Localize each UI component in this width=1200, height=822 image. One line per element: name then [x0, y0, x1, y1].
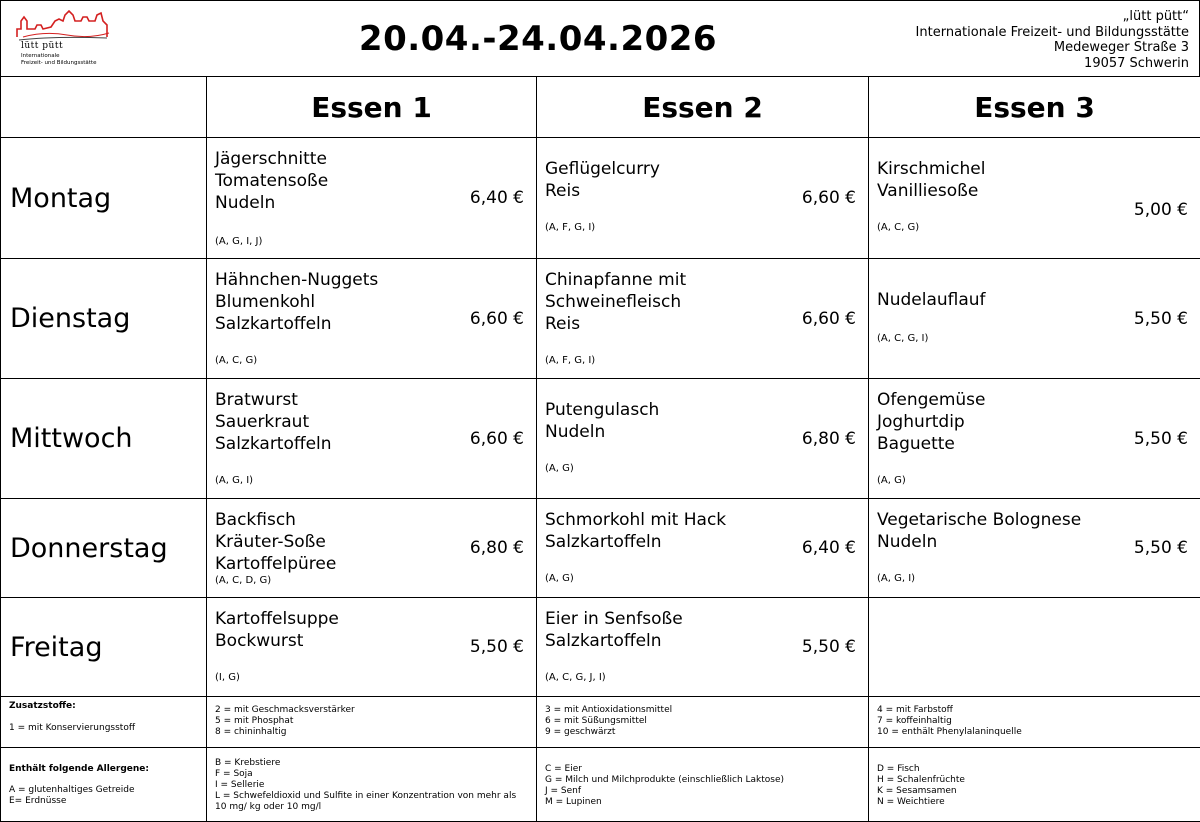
meal-cell [207, 598, 537, 697]
meal-cell [537, 259, 869, 379]
allergens-title: Enthält folgende Allergene: [9, 764, 206, 775]
meal-allergens: (A, G, I) [215, 475, 253, 486]
day-label: Donnerstag [1, 499, 207, 598]
menu-table [0, 76, 1200, 822]
meal-line: Kartoffelsuppe [215, 608, 339, 630]
allergen-item: L = Schwefeldioxid und Sulfite in einer Konzentration von mehr als [215, 791, 536, 802]
logo-subtitle-1: Internationale [21, 53, 60, 59]
meal-line: Sauerkraut [215, 411, 332, 433]
meal-price: 6,80 € [802, 429, 856, 449]
meal-name [215, 269, 378, 335]
meal-line: Nudelauflauf [877, 289, 986, 311]
meal-line: Schmorkohl mit Hack [545, 509, 726, 531]
meal-line: Jägerschnitte [215, 148, 328, 170]
meal-line: Salzkartoffeln [215, 313, 378, 335]
meal-price: 6,60 € [802, 309, 856, 329]
meal-cell [207, 379, 537, 499]
meal-cell [537, 138, 869, 259]
day-row [1, 379, 1200, 499]
meal-line: Tomatensoße [215, 170, 328, 192]
allergens-col [207, 748, 537, 822]
meal-cell [207, 259, 537, 379]
allergen-item: D = Fisch [877, 764, 1200, 775]
additive-item: 9 = geschwärzt [545, 727, 868, 738]
date-range: 20.04.-24.04.2026 [1, 19, 1075, 59]
allergen-item: A = glutenhaltiges Getreide [9, 785, 206, 796]
meal-line: Salzkartoffeln [545, 630, 683, 652]
meal-name [877, 389, 986, 455]
meal-cell [869, 598, 1200, 697]
meal-allergens: (A, C, G) [215, 355, 257, 366]
additives-col [869, 697, 1200, 748]
corner-cell [1, 77, 207, 138]
additive-item: 10 = enthält Phenylalaninquelle [877, 727, 1200, 738]
additive-item: 4 = mit Farbstoff [877, 705, 1200, 716]
meal-line: Baguette [877, 433, 986, 455]
additive-item: 6 = mit Süßungsmittel [545, 716, 868, 727]
allergen-item: 10 mg/ kg oder 10 mg/l [215, 802, 536, 813]
additive-item: 1 = mit Konservierungsstoff [9, 723, 206, 734]
meal-price: 6,60 € [470, 309, 524, 329]
meal-cell [537, 598, 869, 697]
meal-cell [869, 138, 1200, 259]
meal-allergens: (A, G, I) [877, 573, 915, 584]
meal-price: 5,50 € [802, 637, 856, 657]
column-header: Essen 3 [869, 77, 1200, 138]
meal-price: 6,60 € [470, 429, 524, 449]
meal-allergens: (A, C, G, I) [877, 333, 928, 344]
meal-name [545, 269, 686, 335]
meal-name [877, 289, 986, 311]
day-label: Freitag [1, 598, 207, 697]
meal-cell [869, 499, 1200, 598]
meal-allergens: (A, C, G, J, I) [545, 672, 606, 683]
meal-line: Ofengemüse [877, 389, 986, 411]
allergen-item: C = Eier [545, 764, 868, 775]
additive-item: 3 = mit Antioxidationsmittel [545, 705, 868, 716]
meal-line: Salzkartoffeln [215, 433, 332, 455]
meal-price: 5,50 € [1134, 309, 1188, 329]
allergens-col [869, 748, 1200, 822]
allergens-row [1, 748, 1200, 822]
meal-cell [207, 499, 537, 598]
meal-line: Vanilliesoße [877, 180, 985, 202]
additives-col [1, 697, 207, 748]
meal-name [545, 608, 683, 652]
logo-subtitle-2: Freizeit- und Bildungsstätte [21, 60, 96, 66]
allergen-item: G = Milch und Milchprodukte (einschließlich Laktose) [545, 775, 868, 786]
meal-line: Geflügelcurry [545, 158, 660, 180]
meal-cell [869, 379, 1200, 499]
meal-line: Hähnchen-Nuggets [215, 269, 378, 291]
allergen-item: F = Soja [215, 769, 536, 780]
allergens-col [1, 748, 207, 822]
meal-line: Kräuter-Soße [215, 531, 336, 553]
meal-line: Kartoffelpüree [215, 553, 336, 575]
meal-cell [207, 138, 537, 259]
meal-name [215, 389, 332, 455]
meal-name [215, 608, 339, 652]
additive-item: 5 = mit Phosphat [215, 716, 536, 727]
meal-allergens: (I, G) [215, 672, 240, 683]
column-header: Essen 2 [537, 77, 869, 138]
meal-cell [869, 259, 1200, 379]
address-line: „lütt pütt“ [916, 9, 1189, 25]
day-row [1, 499, 1200, 598]
meal-line: Chinapfanne mit [545, 269, 686, 291]
address-line: Medeweger Straße 3 [916, 40, 1189, 56]
meal-price: 5,50 € [1134, 538, 1188, 558]
meal-allergens: (A, F, G, I) [545, 355, 595, 366]
allergen-item: B = Krebstiere [215, 758, 536, 769]
allergen-item: J = Senf [545, 786, 868, 797]
meal-line: Joghurtdip [877, 411, 986, 433]
additives-col [207, 697, 537, 748]
meal-line: Schweinefleisch [545, 291, 686, 313]
meal-price: 6,40 € [470, 188, 524, 208]
meal-allergens: (A, G) [545, 463, 574, 474]
address [916, 9, 1189, 71]
meal-line: Reis [545, 180, 660, 202]
meal-line: Nudeln [545, 421, 659, 443]
meal-allergens: (A, C, G) [877, 222, 919, 233]
allergen-item: M = Lupinen [545, 797, 868, 808]
column-header: Essen 1 [207, 77, 537, 138]
allergen-item: N = Weichtiere [877, 797, 1200, 808]
meal-line: Kirschmichel [877, 158, 985, 180]
address-line: Internationale Freizeit- und Bildungsstätte [916, 25, 1189, 41]
meal-allergens: (A, G, I, J) [215, 236, 262, 247]
address-line: 19057 Schwerin [916, 56, 1189, 72]
meal-line: Bockwurst [215, 630, 339, 652]
allergen-item: H = Schalenfrüchte [877, 775, 1200, 786]
column-header-row [1, 77, 1200, 138]
logo-name: lütt pütt [21, 41, 63, 51]
header [0, 0, 1200, 76]
meal-allergens: (A, C, D, G) [215, 575, 271, 586]
meal-price: 5,50 € [1134, 429, 1188, 449]
meal-line: Salzkartoffeln [545, 531, 726, 553]
day-rows [1, 138, 1200, 697]
meal-allergens: (A, G) [877, 475, 906, 486]
day-row [1, 259, 1200, 379]
meal-line: Blumenkohl [215, 291, 378, 313]
day-label: Mittwoch [1, 379, 207, 499]
meal-cell [537, 379, 869, 499]
allergen-item: K = Sesamsamen [877, 786, 1200, 797]
allergens-col [537, 748, 869, 822]
allergen-item: I = Sellerie [215, 780, 536, 791]
additive-item: 2 = mit Geschmacksverstärker [215, 705, 536, 716]
meal-line: Eier in Senfsoße [545, 608, 683, 630]
meal-name [877, 509, 1081, 553]
additives-row [1, 697, 1200, 748]
meal-line: Vegetarische Bolognese [877, 509, 1081, 531]
meal-price: 6,80 € [470, 538, 524, 558]
meal-name [545, 158, 660, 202]
meal-allergens: (A, F, G, I) [545, 222, 595, 233]
meal-name [215, 148, 328, 214]
allergen-item: E= Erdnüsse [9, 796, 206, 807]
meal-name [545, 509, 726, 553]
meal-line: Putengulasch [545, 399, 659, 421]
meal-allergens: (A, G) [545, 573, 574, 584]
meal-line: Bratwurst [215, 389, 332, 411]
meal-line: Nudeln [215, 192, 328, 214]
day-row [1, 138, 1200, 259]
day-label: Montag [1, 138, 207, 259]
additive-item: 8 = chininhaltig [215, 727, 536, 738]
meal-line: Backfisch [215, 509, 336, 531]
meal-cell [537, 499, 869, 598]
meal-line: Nudeln [877, 531, 1081, 553]
meal-price: 5,00 € [1134, 200, 1188, 220]
meal-name [877, 158, 985, 202]
day-row [1, 598, 1200, 697]
meal-name [215, 509, 336, 575]
additives-title: Zusatzstoffe: [9, 701, 206, 712]
meal-price: 6,40 € [802, 538, 856, 558]
meal-line: Reis [545, 313, 686, 335]
meal-price: 6,60 € [802, 188, 856, 208]
meal-price: 5,50 € [470, 637, 524, 657]
additive-item: 7 = koffeinhaltig [877, 716, 1200, 727]
additives-col [537, 697, 869, 748]
day-label: Dienstag [1, 259, 207, 379]
meal-name [545, 399, 659, 443]
